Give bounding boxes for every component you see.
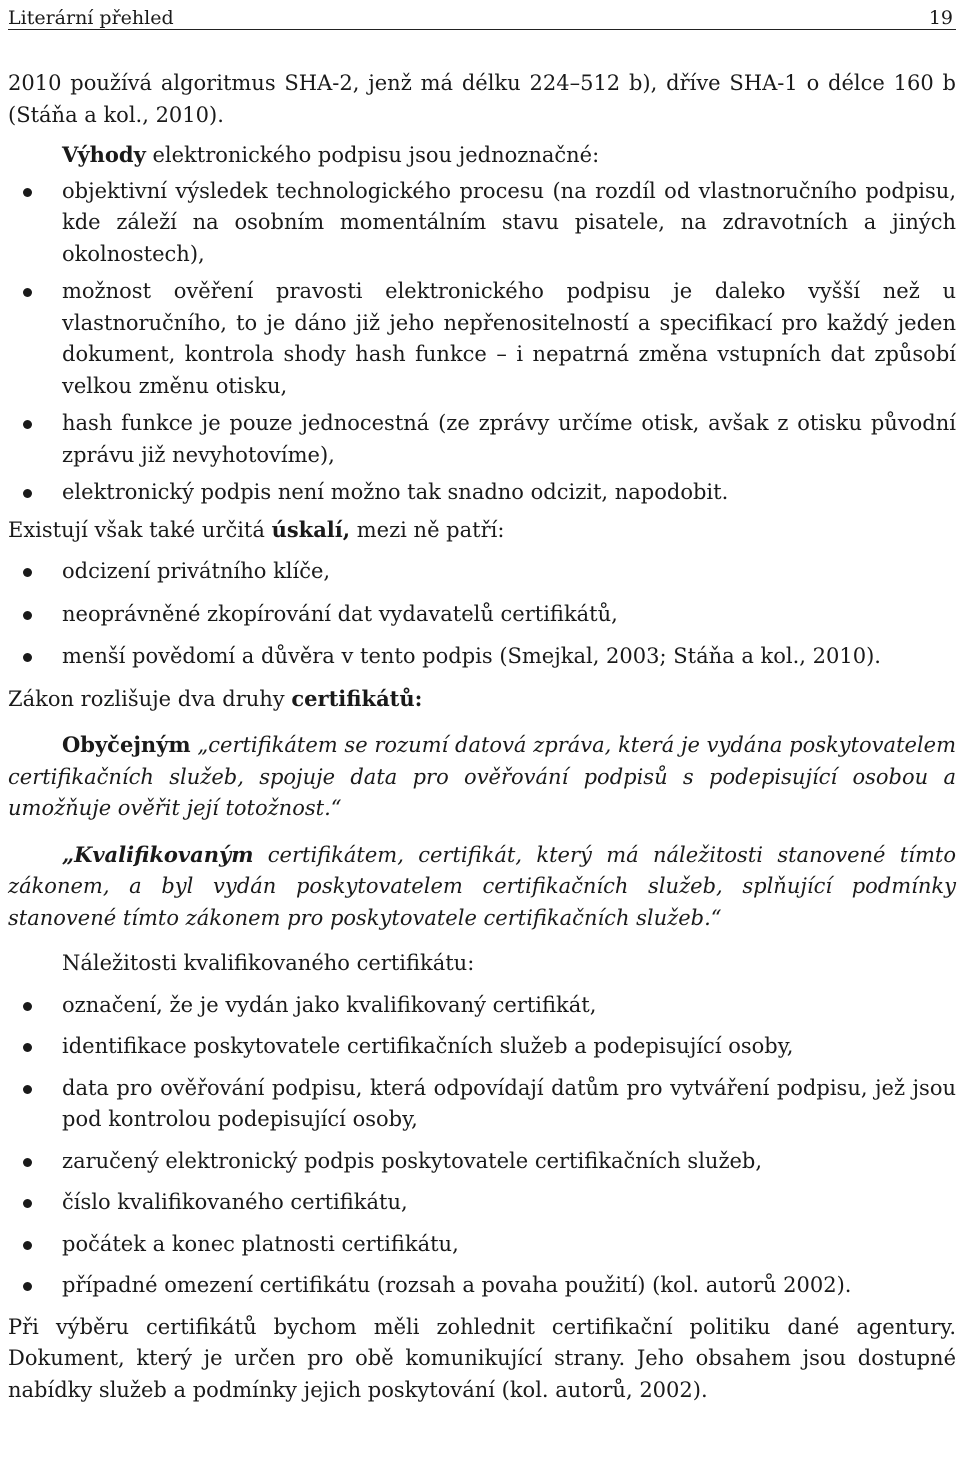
list-item: identifikace poskytovatele certifikačních služeb a podepisující osoby, [8,1031,956,1063]
page-number: 19 [928,7,953,29]
law-bold: certifikátů: [291,685,423,711]
list-item: odcizení privátního klíče, [8,556,956,588]
qualified-definition [8,839,956,935]
list-item: číslo kvalifikovaného certifikátu, [8,1187,956,1219]
paragraph-closing: Při výběru certifikátů bychom měli zohlednit certifikační politiku dané agentury. Dokument, který je určen pro obě komunikující strany. Jeho obsahem jsou dostupné nabídky služeb a podmínky jejich poskytování (kol. autorů, 2002). [8,1314,956,1402]
list-item: označení, že je vydán jako kvalifikovaný certifikát, [8,990,956,1022]
list-item: případné omezení certifikátu (rozsah a povaha použití) (kol. autorů 2002). [8,1270,956,1302]
requirements-list [8,990,956,1302]
advantages-lead [8,139,956,172]
qualified-bold: Kvalifikovaným [74,841,254,867]
pitfalls-lead [8,514,956,547]
pitfalls-bold: úskalí, [271,516,351,542]
requirements-lead: Náležitosti kvalifikovaného certifikátu: [62,951,475,975]
list-item: počátek a konec platnosti certifikátu, [8,1229,956,1261]
page-header [8,0,956,30]
ordinary-definition [8,729,956,825]
document-page [8,0,956,1406]
advantages-rest: elektronického podpisu jsou jednoznačné: [145,143,600,167]
list-item: objektivní výsledek technologického procesu (na rozdíl od vlastnoručního podpisu, kde záleží na osobním momentálním stavu pisatele, na zdravotních a jiných okolnostech), [8,176,956,271]
advantages-list [8,176,956,509]
list-item: zaručený elektronický podpis poskytovatele certifikačních služeb, [8,1146,956,1178]
paragraph-intro: 2010 používá algoritmus SHA-2, jenž má délku 224–512 b), dříve SHA-1 o délce 160 b (Stáňa a kol., 2010). [8,71,956,127]
advantages-bold: Výhody [62,142,146,167]
qualified-open-quote: „ [62,841,75,867]
list-item: hash funkce je pouze jednocestná (ze zprávy určíme otisk, avšak z otisku původní zprávu již nevyhotovíme), [8,408,956,471]
pitfalls-list [8,556,956,673]
list-item: neoprávněné zkopírování dat vydavatelů certifikátů, [8,599,956,631]
list-item: data pro ověřování podpisu, která odpovídají datům pro vytváření podpisu, jež jsou pod kontrolou podepisující osoby, [8,1073,956,1136]
list-item: elektronický podpis není možno tak snadno odcizit, napodobit. [8,477,956,509]
law-pre: Zákon rozlišuje dva druhy [8,686,292,711]
pitfalls-post: mezi ně patří: [350,517,505,542]
qualified-italic: certifikátem, certifikát, který má náležitosti stanovené tímto zákonem, a byl vydán poskytovatelem certifikačních služeb, splňující podmínky stanovené tímto zákonem pro poskytovatele certifikačních služeb.“ [8,842,956,930]
page-content [8,68,956,1406]
list-item: menší povědomí a důvěra v tento podpis (Smejkal, 2003; Stáňa a kol., 2010). [8,641,956,673]
ordinary-italic: „certifikátem se rozumí datová zpráva, která je vydána poskytovatelem certifikačních služeb, spojuje data pro ověřování podpisů s podepisující osobou a umožňuje ověřit její totožnost.“ [8,733,956,820]
ordinary-bold: Obyčejným [62,732,191,757]
list-item: možnost ověření pravosti elektronického podpisu je daleko vyšší než u vlastnoručního, to je dáno již jeho nepřenositelností a specifikací pro každý jeden dokument, kontrola shody hash funkce – i nepatrná změna vstupních dat způsobí velkou změnu otisku, [8,276,956,402]
header-title: Literární přehled [8,7,174,29]
law-lead [8,683,956,716]
pitfalls-pre: Existují však také určitá [8,517,272,542]
